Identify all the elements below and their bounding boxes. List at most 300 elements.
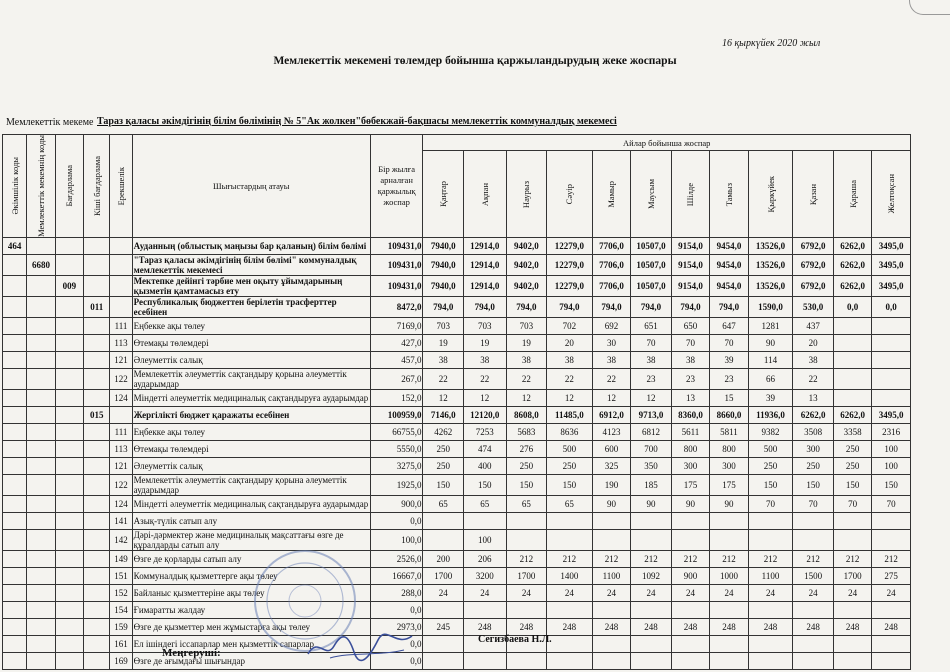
admin-code-cell [3,275,27,296]
specifics-code-cell: 124 [110,389,132,406]
month-value-cell: 65 [506,495,547,512]
admin-code-cell [3,474,27,495]
annual-total-cell: 288,0 [370,584,423,601]
month-value-cell: 65 [423,495,464,512]
month-value-cell [872,389,911,406]
admin-code-cell [3,296,27,317]
admin-code-cell [3,406,27,423]
month-value-cell: 6262,0 [833,406,872,423]
header-month: Тамыз [710,151,749,238]
program-code-cell [55,635,83,652]
admin-code-cell [3,368,27,389]
month-value-cell: 7940,0 [423,237,464,254]
program-code-cell [55,296,83,317]
month-value-cell: 6262,0 [833,254,872,275]
month-value-cell: 212 [710,550,749,567]
admin-code-cell [3,635,27,652]
month-value-cell: 19 [423,334,464,351]
month-value-cell: 6792,0 [793,275,834,296]
month-value-cell: 794,0 [671,296,710,317]
annual-total-cell: 100,0 [370,529,423,550]
month-value-cell: 70 [872,495,911,512]
expense-name-cell: "Тараз қаласы әкімдігінің білім бөлімі" коммуналдық мемлекеттік мекемесі [132,254,370,275]
month-value-cell: 800 [671,440,710,457]
specifics-code-cell: 121 [110,457,132,474]
subprogram-code-cell [84,317,110,334]
specifics-code-cell: 113 [110,334,132,351]
table-row [3,389,911,406]
month-value-cell: 3495,0 [872,406,911,423]
month-value-cell: 250 [833,457,872,474]
month-value-cell: 6912,0 [592,406,631,423]
month-value-cell: 9154,0 [671,275,710,296]
month-value-cell: 1590,0 [748,296,793,317]
table-row [3,275,911,296]
month-value-cell [506,512,547,529]
month-value-cell: 22 [423,368,464,389]
annual-total-cell: 0,0 [370,601,423,618]
month-value-cell [631,601,672,618]
month-value-cell: 474 [464,440,507,457]
month-value-cell [833,334,872,351]
month-value-cell: 3508 [793,423,834,440]
admin-code-cell [3,334,27,351]
month-value-cell: 6792,0 [793,237,834,254]
annual-total-cell: 5550,0 [370,440,423,457]
month-value-cell: 206 [464,550,507,567]
month-value-cell: 13 [671,389,710,406]
month-value-cell: 19 [464,334,507,351]
month-value-cell [631,529,672,550]
subprogram-code-cell [84,423,110,440]
month-value-cell [506,601,547,618]
admin-code-cell: 464 [3,237,27,254]
expense-name-cell: Өзге де ағымдағы шығындар [132,652,370,669]
table-row [3,601,911,618]
annual-total-cell: 0,0 [370,635,423,652]
month-value-cell: 1400 [547,567,593,584]
state-institution-code-cell [27,567,55,584]
month-value-cell: 3495,0 [872,275,911,296]
annual-total-cell: 0,0 [370,512,423,529]
annual-total-cell: 109431,0 [370,275,423,296]
month-value-cell: 9402,0 [506,237,547,254]
month-value-cell: 212 [872,550,911,567]
month-value-cell: 11936,0 [748,406,793,423]
month-value-cell [872,635,911,652]
month-value-cell: 250 [547,457,593,474]
institution-label: Мемлекеттік мекеме [6,117,94,128]
month-value-cell: 24 [793,584,834,601]
month-value-cell: 9454,0 [710,254,749,275]
month-value-cell: 7706,0 [592,275,631,296]
table-row [3,423,911,440]
month-value-cell: 275 [872,567,911,584]
month-value-cell [547,529,593,550]
month-value-cell: 794,0 [710,296,749,317]
expense-name-cell: Міндетті әлеуметтік медициналық сақтандыруға аударымдар [132,389,370,406]
month-value-cell: 9154,0 [671,237,710,254]
month-value-cell [547,512,593,529]
admin-code-cell [3,550,27,567]
specifics-code-cell: 121 [110,351,132,368]
month-value-cell: 100 [464,529,507,550]
month-value-cell: 6262,0 [793,406,834,423]
subprogram-code-cell [84,550,110,567]
table-row [3,237,911,254]
state-institution-code-cell [27,550,55,567]
month-value-cell: 175 [710,474,749,495]
state-institution-code-cell [27,474,55,495]
month-value-cell [631,512,672,529]
header-month: Қыркүйек [748,151,793,238]
month-value-cell: 150 [793,474,834,495]
month-value-cell: 692 [592,317,631,334]
month-value-cell: 794,0 [631,296,672,317]
expense-name-cell: Республикалық бюджеттен берілетін трасферттер есебінен [132,296,370,317]
subprogram-code-cell: 011 [84,296,110,317]
header-month: Шілде [671,151,710,238]
program-code-cell [55,368,83,389]
month-value-cell [671,601,710,618]
month-value-cell [464,652,507,669]
month-value-cell: 12914,0 [464,237,507,254]
state-institution-code-cell: 6680 [27,254,55,275]
subprogram-code-cell [84,635,110,652]
expense-name-cell: Байланыс қызметтеріне ақы төлеу [132,584,370,601]
month-value-cell [423,652,464,669]
month-value-cell: 24 [423,584,464,601]
month-value-cell [671,512,710,529]
month-value-cell: 24 [506,584,547,601]
month-value-cell: 190 [592,474,631,495]
specifics-code-cell: 169 [110,652,132,669]
table-row [3,334,911,351]
month-value-cell: 24 [710,584,749,601]
month-value-cell [872,317,911,334]
month-value-cell: 250 [423,440,464,457]
month-value-cell: 248 [631,618,672,635]
specifics-code-cell: 122 [110,474,132,495]
expense-name-cell: Мектепке дейінгі тәрбие мен оқыту ұйымдарының қызметін қамтамасыз ету [132,275,370,296]
month-value-cell: 800 [710,440,749,457]
month-value-cell [547,635,593,652]
state-institution-code-cell [27,652,55,669]
table-row [3,512,911,529]
program-code-cell [55,567,83,584]
month-value-cell: 9382 [748,423,793,440]
header-month: Желтоқсан [872,151,911,238]
month-value-cell: 10507,0 [631,254,672,275]
month-value-cell [547,601,593,618]
header-month: Наурыз [506,151,547,238]
month-value-cell: 24 [592,584,631,601]
month-value-cell: 12 [464,389,507,406]
month-value-cell: 15 [710,389,749,406]
month-value-cell: 70 [748,495,793,512]
table-row [3,529,911,550]
month-value-cell: 12279,0 [547,275,593,296]
month-value-cell: 39 [710,351,749,368]
month-value-cell: 100 [872,457,911,474]
admin-code-cell [3,652,27,669]
month-value-cell [833,512,872,529]
table-row [3,495,911,512]
month-value-cell: 900 [671,567,710,584]
month-value-cell: 24 [547,584,593,601]
month-value-cell [833,652,872,669]
header-month: Сәуір [547,151,593,238]
expense-name-cell: Әлеуметтік салық [132,457,370,474]
month-value-cell [592,529,631,550]
month-value-cell: 5683 [506,423,547,440]
month-value-cell: 200 [423,550,464,567]
month-value-cell [631,635,672,652]
program-code-cell [55,618,83,635]
month-value-cell: 794,0 [506,296,547,317]
header-month: Мамыр [592,151,631,238]
admin-code-cell [3,601,27,618]
state-institution-code-cell [27,237,55,254]
month-value-cell [671,529,710,550]
month-value-cell: 530,0 [793,296,834,317]
admin-code-cell [3,351,27,368]
month-value-cell: 7706,0 [592,254,631,275]
month-value-cell: 703 [506,317,547,334]
subprogram-code-cell [84,529,110,550]
admin-code-cell [3,584,27,601]
month-value-cell: 38 [547,351,593,368]
state-institution-code-cell [27,635,55,652]
month-value-cell: 6792,0 [793,254,834,275]
month-value-cell: 23 [710,368,749,389]
subprogram-code-cell [84,652,110,669]
month-value-cell: 24 [671,584,710,601]
month-value-cell [748,601,793,618]
annual-total-cell: 427,0 [370,334,423,351]
financing-plan-table [2,134,911,670]
month-value-cell [872,368,911,389]
month-value-cell: 39 [748,389,793,406]
annual-total-cell: 100959,0 [370,406,423,423]
annual-total-cell: 152,0 [370,389,423,406]
month-value-cell: 0,0 [872,296,911,317]
subprogram-code-cell [84,254,110,275]
month-value-cell: 212 [748,550,793,567]
specifics-code-cell: 122 [110,368,132,389]
month-value-cell: 794,0 [592,296,631,317]
month-value-cell: 10507,0 [631,237,672,254]
month-value-cell: 9454,0 [710,237,749,254]
manager-signature [300,626,420,666]
state-institution-code-cell [27,601,55,618]
subprogram-code-cell [84,389,110,406]
month-value-cell: 248 [547,618,593,635]
month-value-cell: 90 [710,495,749,512]
month-value-cell: 70 [671,334,710,351]
month-value-cell: 22 [793,368,834,389]
month-value-cell: 1700 [423,567,464,584]
table-row [3,368,911,389]
month-value-cell: 150 [423,474,464,495]
state-institution-code-cell [27,423,55,440]
specifics-code-cell [110,275,132,296]
month-value-cell: 6262,0 [833,275,872,296]
table-row [3,618,911,635]
program-code-cell [55,406,83,423]
month-value-cell: 70 [833,495,872,512]
month-value-cell: 7940,0 [423,275,464,296]
month-value-cell [872,529,911,550]
month-value-cell [793,652,834,669]
month-value-cell: 4123 [592,423,631,440]
subprogram-code-cell [84,351,110,368]
month-value-cell: 6812 [631,423,672,440]
program-code-cell [55,423,83,440]
header-month: Қараша [833,151,872,238]
table-row [3,457,911,474]
expense-name-cell: Жергілікті бюджет қаражаты есебінен [132,406,370,423]
month-value-cell: 212 [793,550,834,567]
month-value-cell [671,652,710,669]
month-value-cell: 38 [423,351,464,368]
month-value-cell: 300 [710,457,749,474]
month-value-cell: 70 [710,334,749,351]
subprogram-code-cell [84,474,110,495]
month-value-cell: 20 [793,334,834,351]
month-value-cell: 1700 [833,567,872,584]
table-row [3,584,911,601]
header-month: Маусым [631,151,672,238]
specifics-code-cell: 111 [110,317,132,334]
program-code-cell [55,457,83,474]
program-code-cell [55,440,83,457]
month-value-cell: 650 [671,317,710,334]
annual-total-cell: 3275,0 [370,457,423,474]
subprogram-code-cell [84,440,110,457]
month-value-cell: 22 [592,368,631,389]
month-value-cell: 212 [833,550,872,567]
header-state-institution-code: Мемлекеттік мекемнің коды [27,135,55,238]
month-value-cell [423,635,464,652]
month-value-cell: 703 [464,317,507,334]
month-value-cell [833,368,872,389]
month-value-cell: 38 [464,351,507,368]
expense-name-cell: Азық-түлік сатып алу [132,512,370,529]
month-value-cell: 20 [547,334,593,351]
month-value-cell [793,635,834,652]
expense-name-cell: Ғимаратты жалдау [132,601,370,618]
annual-total-cell: 2526,0 [370,550,423,567]
header-program: Бағдарлама [55,135,83,238]
state-institution-code-cell [27,584,55,601]
month-value-cell: 700 [631,440,672,457]
month-value-cell: 6262,0 [833,237,872,254]
annual-total-cell: 16667,0 [370,567,423,584]
state-institution-code-cell [27,317,55,334]
month-value-cell [592,635,631,652]
month-value-cell: 114 [748,351,793,368]
month-value-cell: 702 [547,317,593,334]
program-code-cell [55,254,83,275]
month-value-cell [423,529,464,550]
state-institution-code-cell [27,296,55,317]
month-value-cell: 19 [506,334,547,351]
program-code-cell: 009 [55,275,83,296]
admin-code-cell [3,457,27,474]
institution-name: Тараз қаласы әкімдігінің білім бөлімінің № 5"Ак жолкен"бөбекжай-бақшасы мемлекеттік коммуналдық мекемесі [97,116,617,127]
month-value-cell: 1000 [710,567,749,584]
program-code-cell [55,652,83,669]
month-value-cell: 1100 [748,567,793,584]
month-value-cell: 250 [423,457,464,474]
admin-code-cell [3,317,27,334]
month-value-cell: 12914,0 [464,275,507,296]
month-value-cell: 90 [631,495,672,512]
header-expense-name: Шығыстардың атауы [132,135,370,238]
month-value-cell: 9402,0 [506,254,547,275]
month-value-cell [710,652,749,669]
month-value-cell: 248 [592,618,631,635]
month-value-cell: 7706,0 [592,237,631,254]
specifics-code-cell [110,406,132,423]
specifics-code-cell: 111 [110,423,132,440]
specifics-code-cell: 151 [110,567,132,584]
month-value-cell: 300 [793,440,834,457]
document-date: 16 қыркүйек 2020 жыл [722,38,821,49]
specifics-code-cell: 113 [110,440,132,457]
expense-name-cell: Әлеуметтік салық [132,351,370,368]
month-value-cell: 4262 [423,423,464,440]
month-value-cell: 12120,0 [464,406,507,423]
month-value-cell: 12279,0 [547,254,593,275]
month-value-cell: 248 [748,618,793,635]
specifics-code-cell: 159 [110,618,132,635]
state-institution-code-cell [27,368,55,389]
program-code-cell [55,317,83,334]
table-row [3,635,911,652]
month-value-cell: 30 [592,334,631,351]
month-value-cell: 248 [710,618,749,635]
month-value-cell [710,601,749,618]
header-subprogram: Кіші бағдарлама [84,135,110,238]
expense-name-cell: Ауданның (облыстық маңызы бар қаланың) білім бөлімі [132,237,370,254]
admin-code-cell [3,440,27,457]
month-value-cell: 7146,0 [423,406,464,423]
month-value-cell [833,351,872,368]
month-value-cell: 1500 [793,567,834,584]
month-value-cell: 500 [547,440,593,457]
state-institution-code-cell [27,618,55,635]
month-value-cell [793,512,834,529]
admin-code-cell [3,389,27,406]
expense-name-cell: Міндетті әлеуметтік медициналық сақтандыруға аударымдар [132,495,370,512]
month-value-cell: 38 [592,351,631,368]
specifics-code-cell: 152 [110,584,132,601]
month-value-cell: 350 [631,457,672,474]
month-value-cell: 8636 [547,423,593,440]
expense-name-cell: Еңбекке ақы төлеу [132,423,370,440]
month-value-cell: 38 [793,351,834,368]
month-value-cell: 1100 [592,567,631,584]
month-value-cell: 2316 [872,423,911,440]
admin-code-cell [3,254,27,275]
annual-total-cell: 267,0 [370,368,423,389]
subprogram-code-cell: 015 [84,406,110,423]
month-value-cell: 9402,0 [506,275,547,296]
month-value-cell [872,351,911,368]
state-institution-code-cell [27,275,55,296]
